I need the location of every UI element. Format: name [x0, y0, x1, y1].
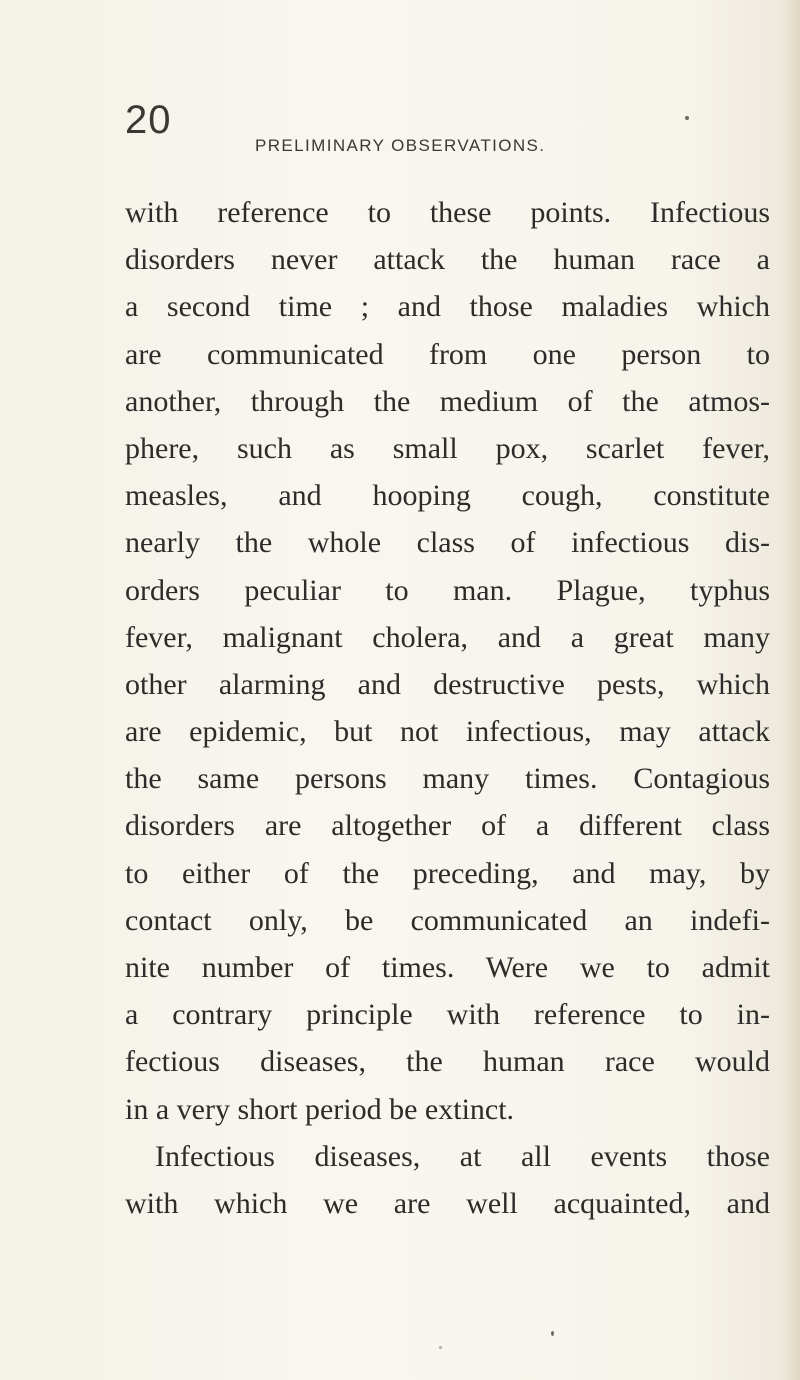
text-line: with reference to these points. Infectious [125, 196, 770, 229]
text-line: measles, and hooping cough, constitute [125, 479, 770, 513]
text-line: nite number of times. Were we to admit [125, 951, 770, 984]
paper-speck [685, 116, 689, 120]
text-line: disorders are altogether of a different class [125, 809, 770, 843]
text-line: are epidemic, but not infectious, may attack [125, 715, 770, 749]
text-line: another, through the medium of the atmos- [125, 384, 770, 418]
text-line: contact only, be communicated an indefi- [125, 903, 770, 937]
text-line: other alarming and destructive pests, which [125, 667, 770, 701]
text-line: a second time ; and those maladies which [125, 290, 770, 324]
paper-speck [551, 1331, 554, 1336]
text-line: orders peculiar to man. Plague, typhus [125, 573, 770, 607]
text-line: phere, such as small pox, scarlet fever, [125, 431, 770, 465]
text-line: in a very short period be extinct. [125, 1092, 515, 1126]
running-head: PRELIMINARY OBSERVATIONS. [255, 136, 546, 155]
text-line: with which we are well acquainted, and [125, 1186, 770, 1220]
page-number: 20 [125, 98, 172, 142]
text-line: fever, malignant cholera, and a great many [125, 620, 770, 654]
page-edge-shadow [782, 0, 800, 1380]
text-line: disorders never attack the human race a [125, 243, 770, 277]
text-line: nearly the whole class of infectious dis- [125, 526, 770, 560]
text-line: Infectious diseases, at all events those [155, 1139, 770, 1173]
text-line: the same persons many times. Contagious [125, 762, 770, 796]
paper-speck [439, 1346, 442, 1349]
text-line: to either of the preceding, and may, by [125, 856, 770, 890]
text-line: fectious diseases, the human race would [125, 1045, 770, 1079]
page-header [125, 72, 725, 155]
text-line: are communicated from one person to [125, 337, 770, 371]
body-text [125, 189, 770, 1227]
text-line: a contrary principle with reference to in- [125, 998, 770, 1032]
